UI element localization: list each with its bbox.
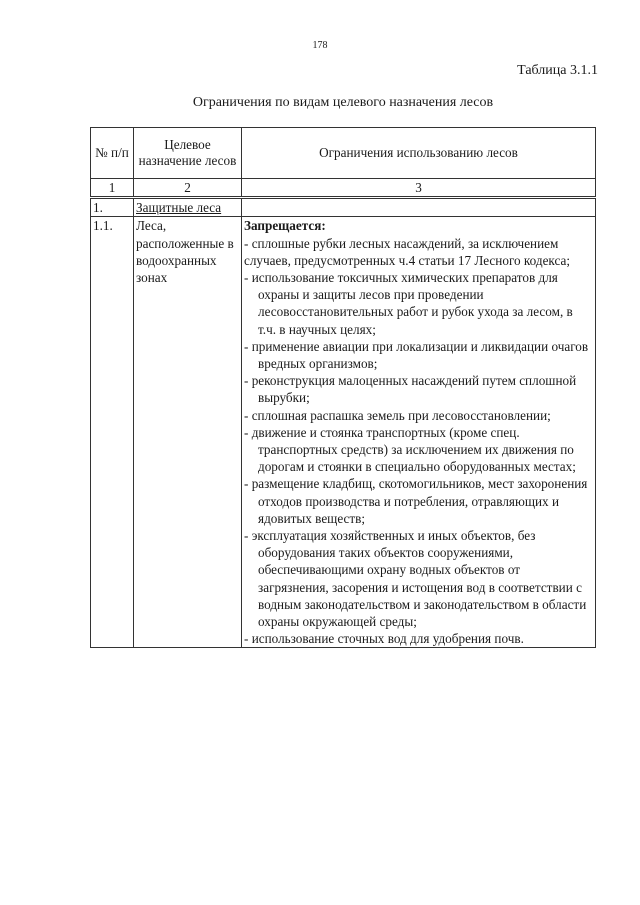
- restriction-item: - размещение кладбищ, скотомогильников, мест захоронения отходов производства и потребления, отравляющих и ядовитых веществ;: [244, 476, 588, 526]
- page-number: 178: [312, 40, 328, 51]
- column-number-2: 2: [134, 179, 242, 198]
- row-purpose: Леса, расположенные в водоохранных зонах: [134, 217, 242, 648]
- column-number-1: 1: [91, 179, 134, 198]
- table-row: [91, 217, 596, 648]
- column-number-row: [91, 179, 596, 198]
- section-number: 1.: [91, 198, 134, 217]
- restriction-item: - сплошные рубки лесных насаждений, за исключением случаев, предусмотренных ч.4 статьи 17 Лесного кодекса;: [244, 235, 571, 268]
- header-number: № п/п: [91, 128, 134, 179]
- row-number: 1.1.: [91, 217, 134, 648]
- section-title: Защитные леса: [134, 198, 242, 217]
- document-title: Ограничения по видам целевого назначения лесов: [192, 95, 494, 110]
- header-restrictions: Ограничения использованию лесов: [242, 128, 596, 179]
- restriction-item: - реконструкция малоценных насаждений путем сплошной вырубки;: [244, 373, 577, 406]
- header-purpose: Целевое назначение лесов: [134, 128, 242, 179]
- restriction-item: - использование токсичных химических препаратов для охраны и защиты лесов при проведении лесовосстановительных работ и рубок ухода за лесом, в т.ч. в научных целях;: [244, 270, 573, 337]
- table-label: Таблица 3.1.1: [517, 63, 598, 78]
- section-row: [91, 198, 596, 217]
- section-empty-cell: [242, 198, 596, 217]
- restriction-item: - движение и стоянка транспортных (кроме спец. транспортных средств) за исключением их движения по дорогам и стоянки в специально оборудованных местах;: [244, 424, 576, 475]
- row-restrictions: [242, 217, 596, 648]
- table-header-row: [91, 128, 596, 179]
- restriction-item: - сплошная распашка земель при лесовосстановлении;: [244, 407, 551, 423]
- restrictions-table: [90, 127, 596, 648]
- restrictions-heading: Запрещается:: [244, 218, 326, 234]
- restriction-item: - эксплуатация хозяйственных и иных объектов, без оборудования таких объектов сооружениями, обеспечивающими охрану водных объектов от загрязнения, засорения и истощения вод в соответствии с водным законодательством и законодательством в области охраны окружающей среды;: [244, 528, 587, 630]
- column-number-3: 3: [242, 179, 596, 198]
- restriction-item: - использование сточных вод для удобрения почв.: [244, 631, 524, 647]
- restriction-item: - применение авиации при локализации и ликвидации очагов вредных организмов;: [244, 338, 589, 372]
